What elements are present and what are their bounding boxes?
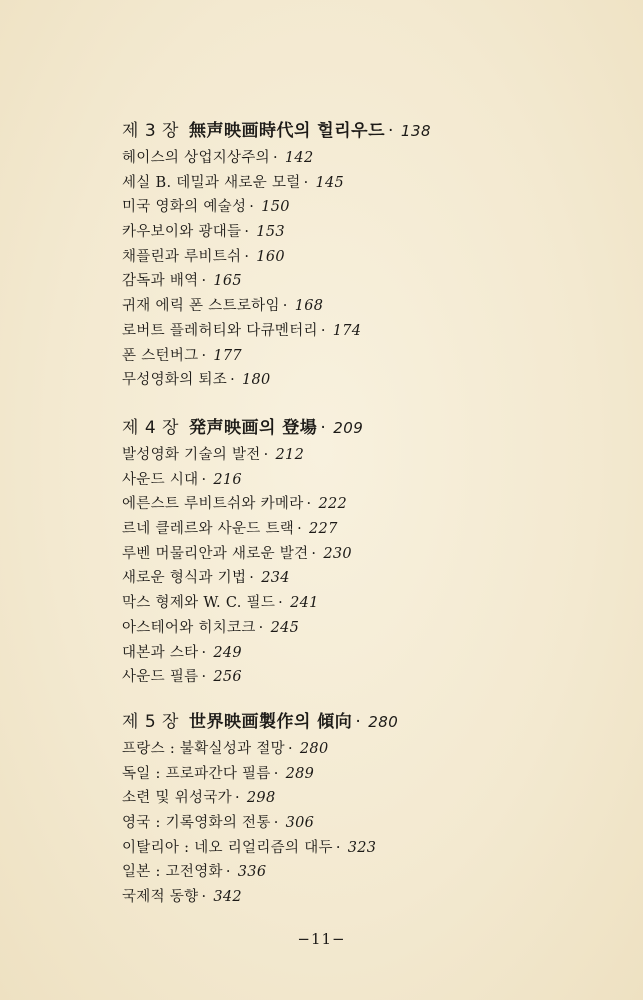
entry-page: 168	[294, 298, 324, 315]
entry-page: 145	[315, 174, 345, 191]
chapter-5	[122, 707, 622, 910]
entry-page: 306	[285, 815, 315, 832]
separator: ·	[230, 372, 235, 389]
separator: ·	[278, 595, 284, 612]
chapter-page: 209	[333, 419, 364, 437]
chapter-number: 제 3 장	[122, 121, 179, 141]
entry-page: 241	[290, 595, 319, 612]
toc-entry	[122, 542, 622, 567]
separator: ·	[225, 864, 231, 881]
entry-page: 153	[256, 224, 285, 241]
chapter-title: 発声映画의 登場	[188, 418, 318, 438]
separator: ·	[320, 418, 327, 438]
entry-page: 160	[256, 248, 285, 265]
separator: ·	[201, 347, 207, 364]
toc-entry	[122, 269, 622, 294]
entry-page: 298	[246, 790, 276, 807]
toc-entry	[122, 319, 622, 344]
toc-entry	[122, 566, 622, 591]
entry-page: 150	[261, 199, 290, 216]
entry-text: 사운드 시대	[122, 471, 199, 488]
entry-text: 무성영화의 퇴조	[122, 372, 228, 389]
entry-page: 336	[237, 864, 267, 881]
entry-text: 헤이스의 상업지상주의	[122, 150, 270, 166]
entry-page: 245	[270, 619, 300, 636]
entry-text: 로버트 플레허티와 다큐멘터리	[122, 322, 318, 339]
toc-entry	[122, 737, 622, 762]
entry-text: 세실 B. 데밀과 새로운 모럴	[122, 174, 301, 191]
entry-page: 212	[275, 447, 305, 463]
toc-entry	[122, 616, 622, 641]
entry-text: 일본 : 고전영화	[122, 864, 223, 881]
entry-page: 289	[285, 765, 315, 782]
entry-text: 프랑스 : 불확실성과 절망	[122, 741, 285, 757]
separator: ·	[297, 521, 303, 538]
toc-entry	[122, 368, 622, 393]
toc-entry	[122, 468, 622, 493]
entry-text: 발성영화 기술의 발전	[122, 447, 261, 463]
chapter-number: 제 5 장	[122, 712, 179, 732]
entry-page: 234	[261, 570, 290, 587]
separator: ·	[355, 712, 362, 732]
separator: ·	[320, 322, 326, 339]
entry-text: 이탈리아 : 네오 리얼리즘의 대두	[122, 839, 333, 856]
toc-entry	[122, 517, 622, 542]
toc-entry	[122, 591, 622, 616]
page-number: −11−	[297, 930, 346, 948]
entry-page: 323	[347, 839, 377, 856]
toc-entry	[122, 294, 622, 319]
entry-text: 카우보이와 광대들	[122, 224, 242, 241]
entry-text: 소련 및 위성국가	[122, 790, 232, 807]
toc-entry	[122, 344, 622, 369]
toc-entry	[122, 195, 622, 220]
entry-text: 채플린과 루비트쉬	[122, 248, 242, 265]
toc-entry	[122, 811, 622, 836]
entry-text: 사운드 필름	[122, 669, 199, 686]
entry-page: 165	[213, 273, 242, 290]
entry-text: 독일 : 프로파간다 필름	[122, 765, 271, 782]
entry-text: 감독과 배역	[122, 273, 199, 290]
separator: ·	[244, 224, 250, 241]
toc-entry	[122, 665, 622, 690]
chapter-3	[122, 116, 622, 393]
separator: ·	[388, 121, 394, 141]
toc-entry	[122, 762, 622, 787]
entry-text: 폰 스턴버그	[122, 347, 199, 364]
separator: ·	[201, 273, 207, 290]
separator: ·	[249, 199, 255, 216]
chapter-title: 世界映画製作의 傾向	[188, 712, 353, 732]
entry-text: 에른스트 루비트쉬와 카메라	[122, 496, 304, 513]
chapter-page: 280	[368, 713, 399, 731]
separator: ·	[272, 150, 278, 166]
entry-page: 180	[241, 372, 271, 389]
toc-entry	[122, 786, 622, 811]
separator: ·	[287, 741, 293, 757]
entry-page: 216	[213, 471, 242, 488]
chapter-heading	[122, 413, 622, 443]
separator: ·	[273, 815, 279, 832]
entry-page: 256	[213, 669, 242, 686]
entry-text: 루벤 머물리안과 새로운 발견	[122, 545, 309, 562]
chapter-page: 138	[400, 122, 432, 140]
chapter-number: 제 4 장	[122, 418, 179, 438]
separator: ·	[201, 471, 207, 488]
toc-entry	[122, 443, 622, 468]
separator: ·	[201, 669, 207, 686]
entry-text: 귀재 에릭 폰 스트로하임	[122, 298, 280, 315]
entry-page: 227	[309, 521, 338, 538]
entry-text: 미국 영화의 예술성	[122, 199, 247, 216]
entry-page: 280	[299, 741, 329, 757]
toc-entry	[122, 492, 622, 517]
chapter-heading	[122, 707, 622, 737]
entry-text: 국제적 동향	[122, 889, 199, 906]
entry-text: 새로운 형식과 기법	[122, 570, 247, 587]
toc-entry	[122, 146, 622, 171]
entry-page: 342	[213, 889, 242, 906]
toc-entry	[122, 836, 622, 861]
separator: ·	[263, 447, 269, 463]
entry-page: 249	[213, 644, 242, 661]
toc-entry	[122, 860, 622, 885]
entry-page: 174	[332, 322, 362, 339]
entry-page: 222	[318, 496, 348, 513]
toc-entry	[122, 885, 622, 910]
entry-text: 막스 형제와 W. C. 필드	[122, 595, 276, 612]
separator: ·	[273, 765, 279, 782]
separator: ·	[201, 889, 207, 906]
separator: ·	[335, 839, 341, 856]
separator: ·	[201, 644, 207, 661]
toc-entry	[122, 220, 622, 245]
toc-entry	[122, 245, 622, 270]
entry-text: 영국 : 기록영화의 전통	[122, 815, 271, 832]
chapter-4	[122, 413, 622, 690]
entry-text: 대본과 스타	[122, 644, 199, 661]
toc-entry	[122, 641, 622, 666]
entry-page: 230	[323, 545, 352, 562]
entry-text: 르네 클레르와 사운드 트랙	[122, 521, 295, 538]
separator: ·	[311, 545, 317, 562]
chapter-title: 無声映画時代의 헐리우드	[188, 121, 385, 141]
separator: ·	[306, 496, 312, 513]
entry-page: 142	[284, 150, 314, 166]
separator: ·	[249, 570, 255, 587]
separator: ·	[244, 248, 250, 265]
separator: ·	[234, 790, 240, 807]
separator: ·	[303, 174, 309, 191]
chapter-heading	[122, 116, 622, 146]
toc-entry	[122, 171, 622, 196]
separator: ·	[282, 298, 288, 315]
separator: ·	[258, 619, 264, 636]
entry-page: 177	[213, 347, 242, 364]
entry-text: 아스테어와 히치코크	[122, 619, 256, 636]
